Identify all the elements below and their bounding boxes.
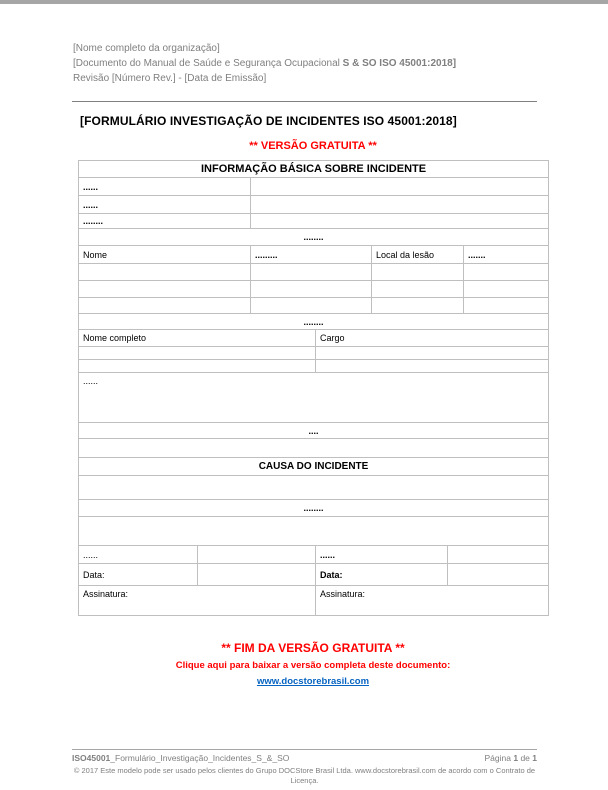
empty-cell (79, 281, 251, 298)
empty-cell (464, 281, 549, 298)
revision-line: Revisão [Número Rev.] - [Data de Emissão] (73, 73, 267, 84)
document-header (73, 41, 608, 86)
signatory-left-dots: ...... (79, 546, 198, 564)
empty-cell (372, 281, 464, 298)
footer-meta-row (72, 753, 537, 764)
header-divider (72, 101, 537, 102)
footer-page-pre: Página (484, 753, 514, 763)
empty-cell (79, 439, 549, 458)
incident-form-table (78, 160, 549, 616)
empty-cell (464, 298, 549, 314)
end-banner-title: ** FIM DA VERSÃO GRATUITA ** (221, 641, 405, 655)
section-divider-4: ........ (79, 500, 549, 517)
info-field-3-label: ........ (79, 214, 251, 229)
info-field-1-label: ...... (79, 178, 251, 196)
date-label-left: Data: (79, 564, 198, 586)
section-title: INFORMAÇÃO BÁSICA SOBRE INCIDENTE (79, 161, 549, 178)
footer-page-total: 1 (532, 753, 537, 763)
col-header-dots-b: ....... (464, 246, 549, 264)
info-field-2-value (251, 196, 549, 214)
signature-label-left: Assinatura: (79, 586, 316, 616)
empty-cell (79, 360, 316, 373)
date-label-right: Data: (316, 564, 448, 586)
doc-standard-bold: S & SO ISO 45001:2018] (342, 58, 457, 69)
form-title: [FORMULÁRIO INVESTIGAÇÃO DE INCIDENTES ISO 45001:2018] (80, 114, 457, 128)
empty-cell (79, 298, 251, 314)
info-field-3-value (251, 214, 549, 229)
date-value-left (198, 564, 316, 586)
footer-page-num: 1 (513, 753, 519, 763)
footer-page-indicator (485, 753, 538, 764)
signature-label-right: Assinatura: (316, 586, 549, 616)
empty-cell (316, 347, 549, 360)
download-link[interactable]: www.docstorebrasil.com (256, 676, 370, 687)
col-header-cargo: Cargo (316, 330, 549, 347)
empty-cell (251, 298, 372, 314)
info-field-1-value (251, 178, 549, 196)
doc-type-text: [Documento do Manual de Saúde e Segurança Ocupacional (73, 58, 343, 69)
footer-doc-id (72, 753, 289, 764)
col-header-nome-completo: Nome completo (79, 330, 316, 347)
end-banner-subtitle: Clique aqui para baixar a versão completa deste documento: (175, 660, 451, 671)
footer-page-mid: de (518, 753, 533, 763)
window-top-edge (0, 0, 608, 4)
empty-cell (448, 546, 549, 564)
empty-cell (79, 476, 549, 500)
section-divider-1: ........ (79, 229, 549, 246)
footer-copyright: © 2017 Este modelo pode ser usado pelos clientes do Grupo DOCStore Brasil Ltda. www.docstorebrasil.com de acordo com o Contrato de Licença. (73, 766, 536, 785)
cause-section-title: CAUSA DO INCIDENTE (79, 458, 549, 476)
footer-doc-id-bold: ISO45001 (72, 753, 111, 763)
empty-cell (79, 517, 549, 546)
signatory-right-dots: ...... (316, 546, 448, 564)
empty-cell (79, 347, 316, 360)
date-value-right (448, 564, 549, 586)
page-footer (72, 749, 537, 786)
empty-cell (251, 281, 372, 298)
section-divider-2: ........ (79, 314, 549, 330)
empty-cell (464, 264, 549, 281)
end-free-version-banner (78, 641, 548, 689)
empty-cell (372, 264, 464, 281)
col-header-nome: Nome (79, 246, 251, 264)
org-name-placeholder: [Nome completo da organização] (73, 43, 220, 54)
empty-cell (372, 298, 464, 314)
footer-doc-id-rest: _Formulário_Investigação_Incidentes_S_&_SO (110, 753, 290, 763)
doc-type-line (73, 56, 608, 71)
section-divider-3: .... (79, 423, 549, 439)
free-version-banner: ** VERSÃO GRATUITA ** (249, 140, 377, 152)
empty-cell (79, 264, 251, 281)
info-field-2-label: ...... (79, 196, 251, 214)
empty-cell (316, 360, 549, 373)
description-cell: ...... (79, 373, 549, 423)
col-header-local-lesao: Local da lesão (372, 246, 464, 264)
empty-cell (251, 264, 372, 281)
empty-cell (198, 546, 316, 564)
col-header-dots-a: ......... (251, 246, 372, 264)
